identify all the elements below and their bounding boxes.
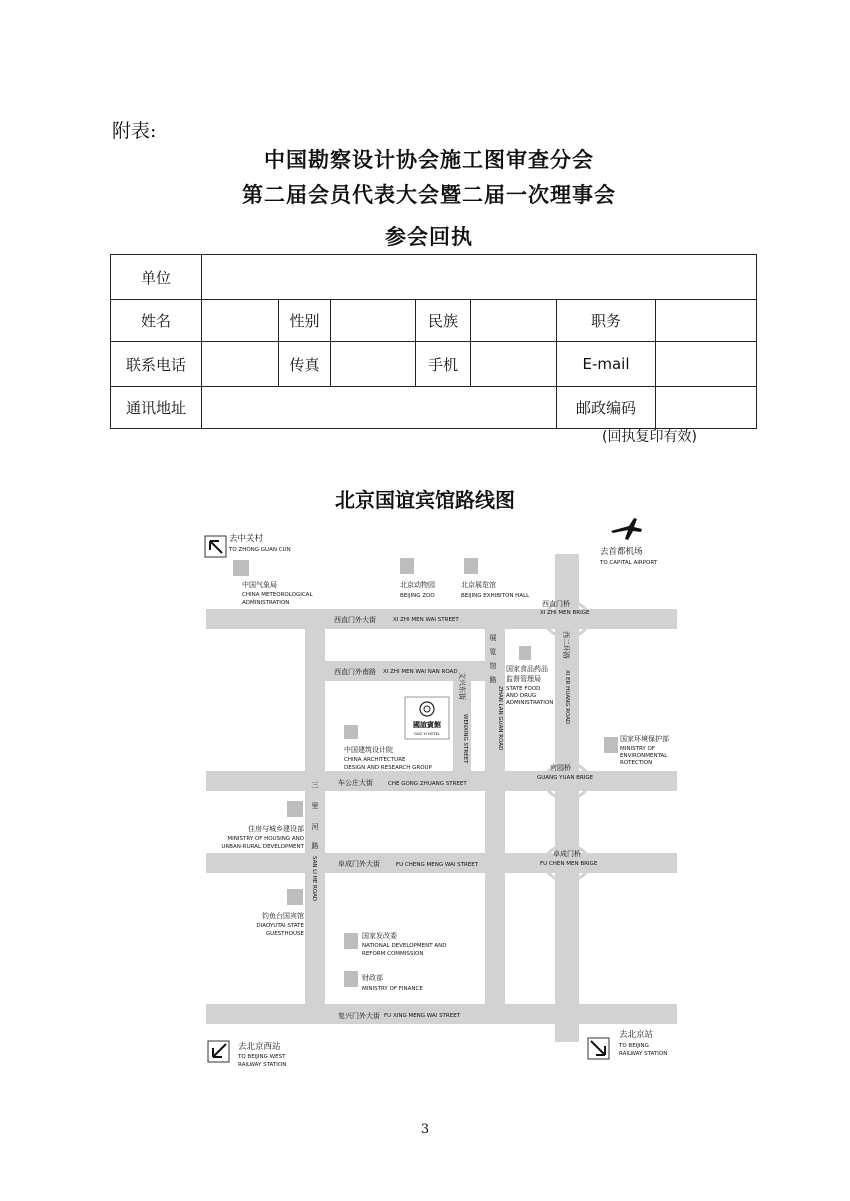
wenxing-cn: 文兴东街 (458, 672, 466, 700)
airport-en: TO CAPITAL AIRPORT (600, 560, 658, 566)
sfda-en-1: STATE FOOD (506, 686, 541, 692)
cadg-en-1: CHINA ARCHITECTURE (344, 757, 406, 763)
cadg-cn: 中国建筑设计院 (344, 746, 393, 754)
mof-en: MINISTRY OF FINANCE (362, 986, 423, 992)
sfda-marker (519, 646, 531, 660)
station-en-2: RAILWAY STATION (619, 1051, 668, 1057)
wenxing-en: WENXING STREET (462, 714, 468, 764)
road-network (206, 554, 677, 1042)
cadg-en-2: DESIGN AND RESEARCH GROUP (344, 765, 432, 771)
fuchengmen-en: FU CHENG MENG WAI STREET (396, 862, 479, 868)
hotel-name-cn: 國誼賓館 (413, 721, 441, 729)
sfda-en-2: AND DRUG (506, 693, 537, 699)
chegongzhuang-cn: 车公庄大街 (338, 779, 373, 787)
gender-label: 性别 (279, 300, 331, 342)
diaoyutai-marker (287, 889, 303, 905)
zoo-cn: 北京动物园 (400, 581, 435, 589)
zoo-en: BEIJING ZOO (400, 593, 435, 599)
page-number: 3 (420, 1122, 430, 1137)
exhibition-en: BEIJING EXHIBITON HALL (461, 593, 530, 599)
airport-cn: 去首都机场 (600, 547, 643, 557)
xizhimenwai-en: XI ZHI MEN WAI STREET (393, 617, 459, 623)
sanlihe-cn-3: 河 (311, 823, 319, 831)
mep-en-3: ROTECTION (620, 760, 653, 766)
xierhuan-cn: 西二环路 (562, 631, 570, 659)
road-sanlihe (305, 609, 325, 1024)
ndrc-en-2: REFORM COMMISSION (362, 951, 424, 957)
mep-en-1: MINISTRY OF (620, 746, 656, 752)
arrow-se-icon (588, 1038, 609, 1059)
fuxingmen-en: FU XING MENG WAI STREET (384, 1013, 461, 1019)
name-label: 姓名 (111, 300, 202, 342)
cadg-marker (344, 725, 358, 739)
cma-marker (233, 560, 249, 576)
postcode-label: 邮政编码 (557, 387, 656, 429)
sfda-cn-1: 国家食品药品 (506, 665, 548, 673)
cma-en-1: CHINA METEOROLOGICAL (242, 592, 313, 598)
zhanlanguan-cn-4: 路 (489, 676, 497, 684)
sanlihe-cn-2: 里 (311, 802, 319, 810)
fax-label: 传真 (279, 342, 331, 387)
west-station-cn: 去北京西站 (238, 1042, 281, 1052)
sfda-en-3: ADMINISTRATION (506, 700, 554, 706)
mep-en-2: ENVIRONMENTAL (620, 753, 668, 759)
attachment-label: 附表: (112, 120, 157, 142)
title-line-2: 第二届会员代表大会暨二届一次理事会 (242, 183, 616, 207)
sanlihe-cn-1: 三 (311, 781, 319, 789)
email-label: E-mail (557, 342, 656, 387)
diaoyutai-en-2: GUESTHOUSE (265, 931, 304, 937)
zoo-marker (400, 558, 414, 574)
diaoyutai-cn: 钓鱼台国宾馆 (262, 912, 304, 920)
station-cn: 去北京站 (619, 1030, 654, 1040)
title-line-3: 参会回执 (385, 225, 473, 249)
xizhimennan-en: XI ZHI MEN WAI NAN ROAD (383, 669, 458, 675)
map-title: 北京国谊宾馆路线图 (335, 488, 515, 512)
mep-cn: 国家环境保护部 (620, 735, 669, 743)
xizhimennan-cn: 西直门外南路 (334, 668, 376, 676)
hotel-logo (405, 697, 449, 739)
chegongzhuang-en: CHE GONG ZHUANG STREET (388, 781, 467, 787)
mohurd-marker (287, 801, 303, 817)
mobile-label: 手机 (416, 342, 471, 387)
xizhimen-bridge-cn: 西直门桥 (542, 600, 570, 608)
cma-cn: 中国气象局 (242, 581, 277, 589)
west-station-en-2: RAILWAY STATION (238, 1062, 287, 1068)
phone-label: 联系电话 (111, 342, 202, 387)
title-line-1: 中国勘察设计协会施工图审查分会 (264, 148, 594, 172)
zhanlanguan-cn-3: 馆 (489, 662, 497, 670)
fuxingmen-cn: 复兴门外大街 (338, 1012, 380, 1020)
sfda-cn-2: 监督管理局 (506, 675, 541, 683)
mof-marker (344, 971, 358, 987)
road-zhanlanguan (485, 609, 505, 1024)
xierhuan-en: XI ER HUANG ROAD (564, 670, 570, 725)
mof-cn: 财政部 (362, 974, 383, 982)
zhanlanguan-en: ZHAN LAN GUAN ROAD (497, 686, 503, 751)
diaoyutai-en-1: DIAOYUTAI STATE (256, 923, 304, 929)
form-note: (回执复印有效) (602, 429, 697, 445)
exhibition-cn: 北京展览馆 (461, 581, 496, 589)
arrow-sw-icon (208, 1041, 229, 1062)
ndrc-cn: 国家发改委 (362, 932, 397, 940)
guanyuan-bridge-cn: 官园桥 (550, 764, 571, 772)
position-label: 职务 (557, 300, 656, 342)
mohurd-cn: 住房与城乡建设部 (248, 825, 304, 833)
fuchengmen-bridge-cn: 阜成门桥 (553, 850, 581, 858)
station-en-1: TO BEIJING (619, 1043, 649, 1049)
zhanlanguan-cn-2: 览 (489, 648, 497, 656)
guanyuan-bridge-en: GUANG YUAN BRIGE (537, 775, 594, 781)
fuchengmen-cn: 阜成门外大街 (338, 860, 380, 868)
hotel-name-en: GUO YI HOTEL (414, 732, 440, 736)
mep-marker (604, 737, 618, 753)
fuchengmen-bridge-en: FU CHEN MEN BRIGE (540, 861, 598, 867)
ethnicity-label: 民族 (416, 300, 471, 342)
sanlihe-en: SAN LI HE ROAD (311, 856, 317, 902)
ndrc-marker (344, 933, 358, 949)
xizhimenwai-cn: 西直门外大街 (334, 616, 376, 624)
airplane-icon (611, 518, 642, 540)
unit-label: 单位 (111, 255, 202, 300)
exhibition-marker (464, 558, 478, 574)
arrow-nw-icon (205, 536, 226, 557)
mohurd-en-2: URBAN-RURAL DEVELOPMENT (221, 844, 304, 850)
zhongguancun-cn: 去中关村 (229, 534, 264, 544)
zhanlanguan-cn-1: 展 (489, 634, 497, 642)
address-label: 通讯地址 (111, 387, 202, 429)
cma-en-2: ADMINISTRATION (242, 600, 290, 606)
ndrc-en-1: NATIONAL DEVELOPMENT AND (362, 943, 447, 949)
xizhimen-bridge-en: XI ZHI MEN BRIGE (540, 610, 590, 616)
zhongguancun-en: TO ZHONG GUAN CUN (229, 547, 291, 553)
west-station-en-1: TO BEIJING WEST (238, 1054, 286, 1060)
mohurd-en-1: MINISTRY OF HOUSING AND (227, 836, 304, 842)
sanlihe-cn-4: 路 (311, 842, 319, 850)
